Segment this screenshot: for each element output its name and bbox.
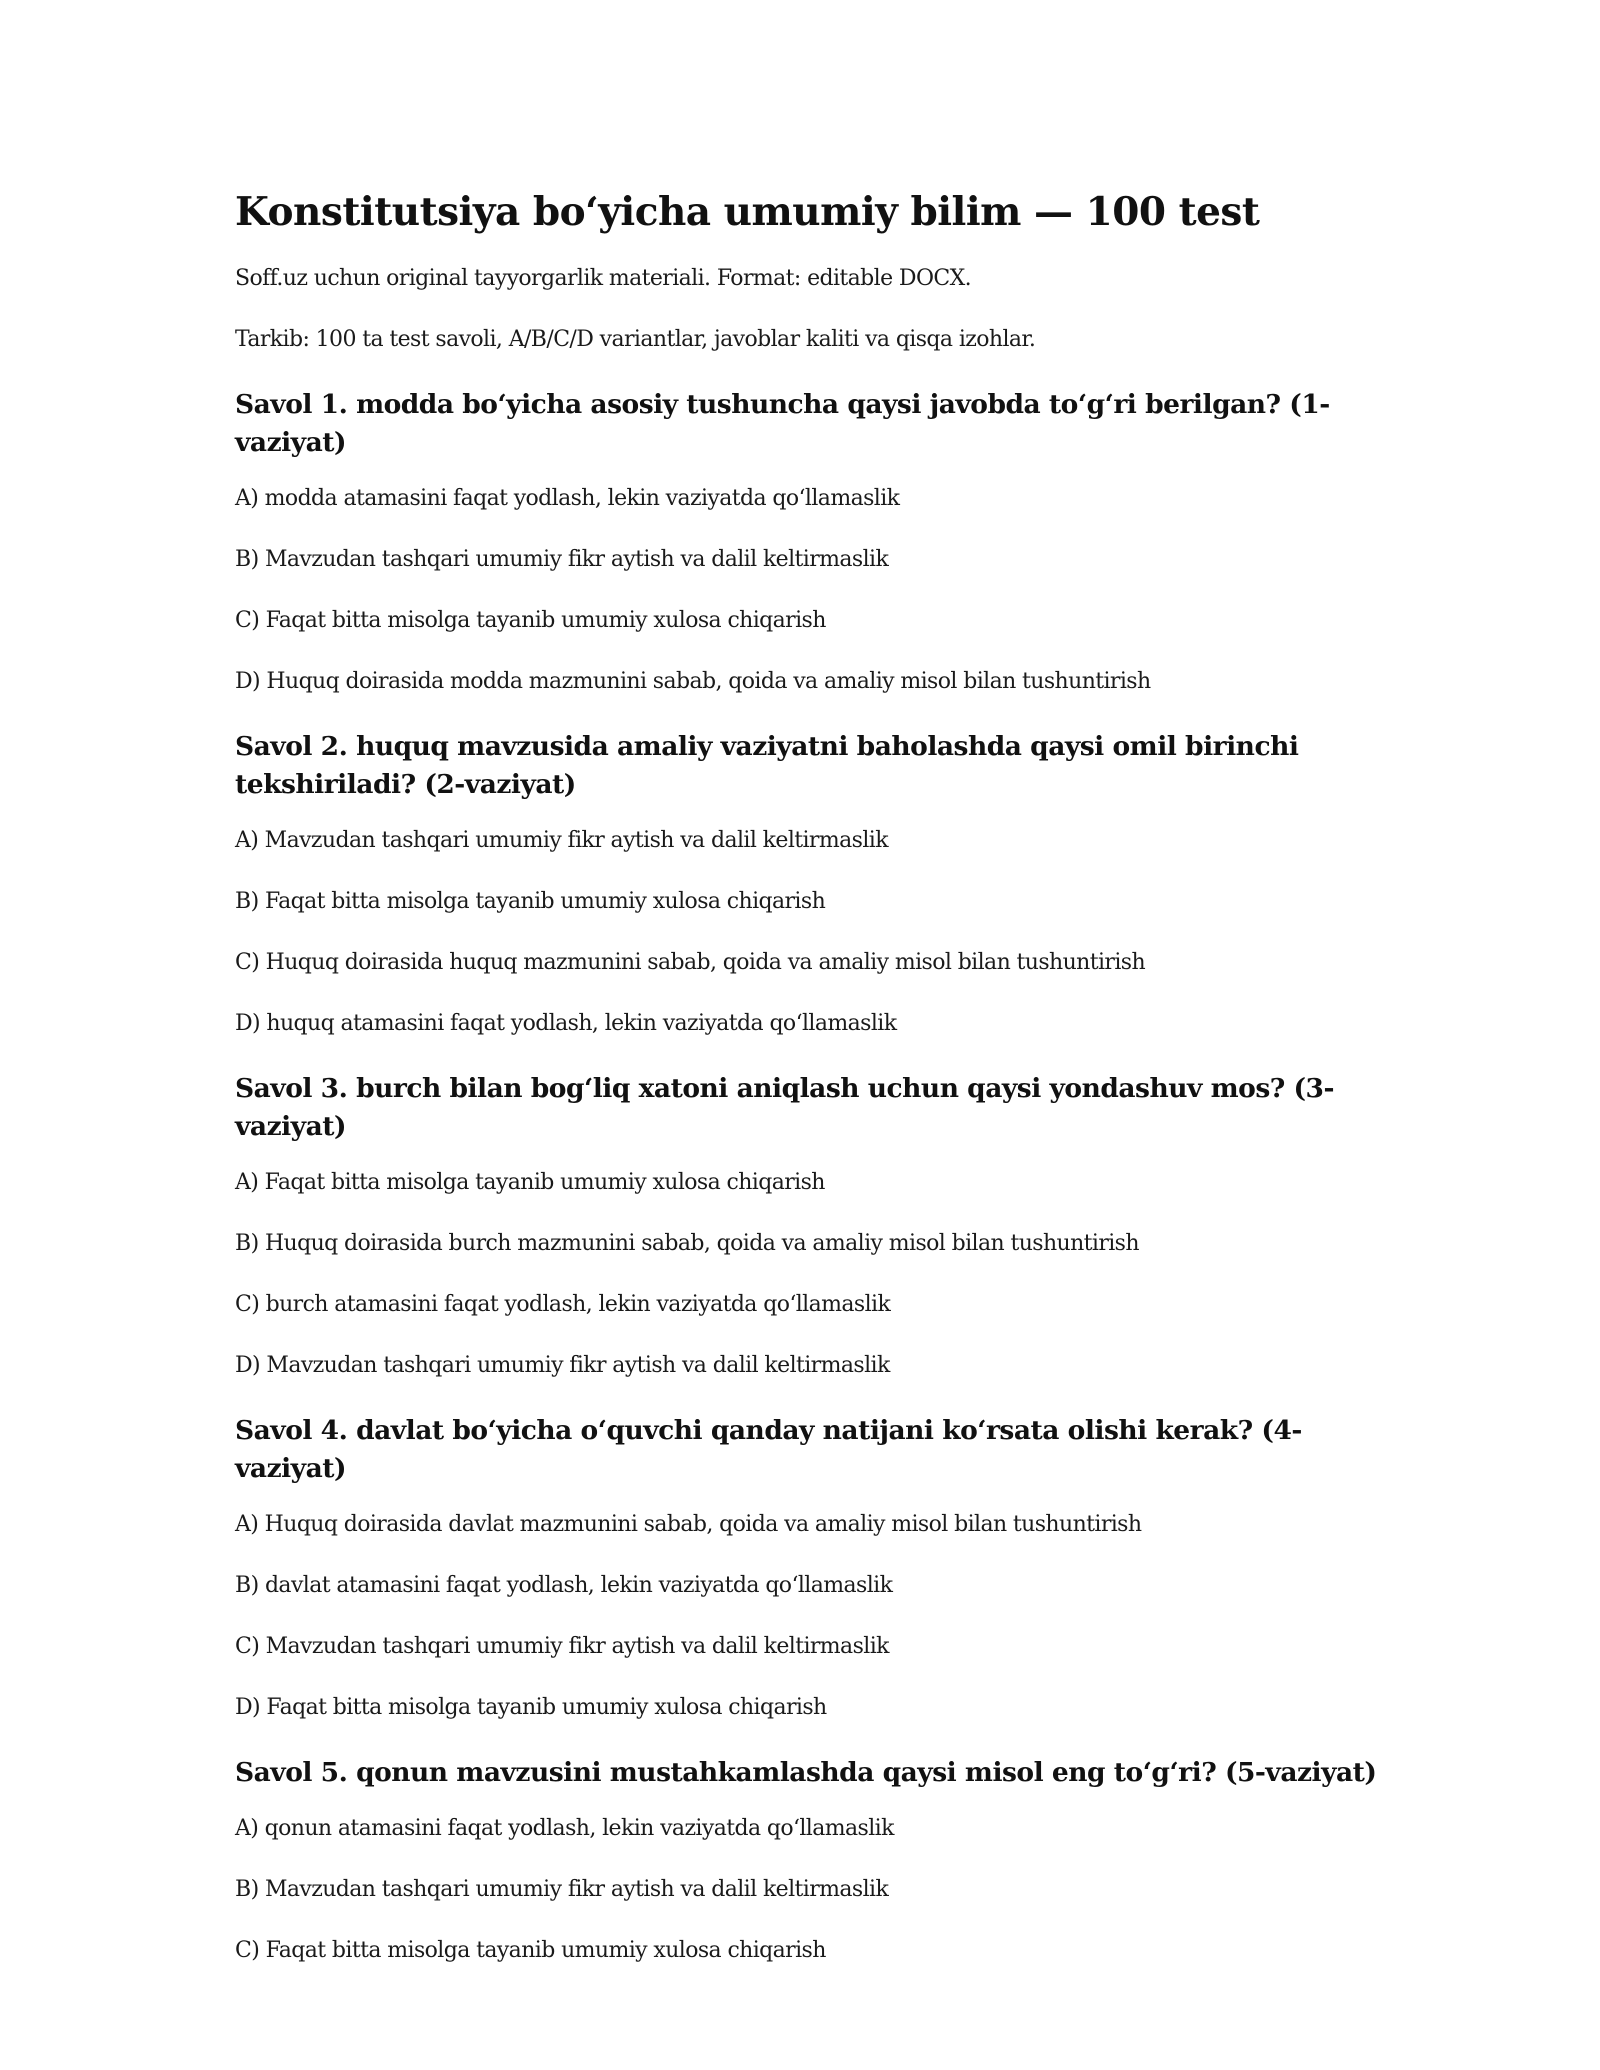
- answer-option-a: A) Faqat bitta misolga tayanib umumiy xulosa chiqarish: [235, 1170, 825, 1195]
- answer-option-a: A) Mavzudan tashqari umumiy fikr aytish va dalil keltirmaslik: [235, 828, 888, 853]
- question-title: Savol 5. qonun mavzusini mustahkamlashda qaysi misol eng to‘g‘ri? (5-vaziyat): [235, 1757, 1377, 1788]
- answer-option-d: D) Mavzudan tashqari umumiy fikr aytish va dalil keltirmaslik: [235, 1353, 890, 1378]
- answer-option-c: C) Faqat bitta misolga tayanib umumiy xulosa chiqarish: [235, 1938, 826, 1963]
- answer-option-c: C) burch atamasini faqat yodlash, lekin vaziyatda qo‘llamaslik: [235, 1292, 891, 1317]
- question-title: Savol 2. huquq mavzusida amaliy vaziyatni baholashda qaysi omil birinchi tekshiriladi? (2-vaziyat): [235, 731, 1299, 800]
- document-page: [235, 186, 1405, 1997]
- question-2: [235, 728, 1405, 1039]
- question-title: Savol 4. davlat bo‘yicha o‘quvchi qanday natijani ko‘rsata olishi kerak? (4-vaziyat): [235, 1415, 1302, 1484]
- answer-option-a: A) modda atamasini faqat yodlash, lekin vaziyatda qo‘llamaslik: [235, 486, 900, 511]
- intro-contents-line: Tarkib: 100 ta test savoli, A/B/C/D variantlar, javoblar kaliti va qisqa izohlar.: [235, 327, 1036, 352]
- answer-option-d: D) huquq atamasini faqat yodlash, lekin vaziyatda qo‘llamaslik: [235, 1011, 897, 1036]
- answer-option-c: C) Huquq doirasida huquq mazmunini sabab, qoida va amaliy misol bilan tushuntirish: [235, 950, 1146, 975]
- answer-option-d: D) Faqat bitta misolga tayanib umumiy xulosa chiqarish: [235, 1695, 827, 1720]
- answer-option-d: D) Huquq doirasida modda mazmunini sabab, qoida va amaliy misol bilan tushuntirish: [235, 669, 1151, 694]
- question-1: [235, 386, 1405, 697]
- question-title: Savol 3. burch bilan bog‘liq xatoni aniqlash uchun qaysi yondashuv mos? (3-vaziyat): [235, 1073, 1334, 1142]
- answer-option-b: B) davlat atamasini faqat yodlash, lekin vaziyatda qo‘llamaslik: [235, 1573, 893, 1598]
- document-title: Konstitutsiya bo‘yicha umumiy bilim — 100 test: [235, 189, 1260, 235]
- answer-option-a: A) qonun atamasini faqat yodlash, lekin vaziyatda qo‘llamaslik: [235, 1816, 894, 1841]
- answer-option-b: B) Faqat bitta misolga tayanib umumiy xulosa chiqarish: [235, 889, 826, 914]
- answer-option-c: C) Mavzudan tashqari umumiy fikr aytish va dalil keltirmaslik: [235, 1634, 889, 1659]
- question-4: [235, 1412, 1405, 1723]
- question-title: Savol 1. modda bo‘yicha asosiy tushuncha qaysi javobda to‘g‘ri berilgan? (1-vaziyat): [235, 389, 1330, 458]
- question-5: [235, 1754, 1405, 1966]
- answer-option-c: C) Faqat bitta misolga tayanib umumiy xulosa chiqarish: [235, 608, 826, 633]
- answer-option-b: B) Huquq doirasida burch mazmunini sabab, qoida va amaliy misol bilan tushuntirish: [235, 1231, 1139, 1256]
- answer-option-b: B) Mavzudan tashqari umumiy fikr aytish va dalil keltirmaslik: [235, 1877, 889, 1902]
- answer-option-b: B) Mavzudan tashqari umumiy fikr aytish va dalil keltirmaslik: [235, 547, 889, 572]
- intro-format-line: Soff.uz uchun original tayyorgarlik materiali. Format: editable DOCX.: [235, 266, 972, 291]
- question-3: [235, 1070, 1405, 1381]
- answer-option-a: A) Huquq doirasida davlat mazmunini sabab, qoida va amaliy misol bilan tushuntirish: [235, 1512, 1142, 1537]
